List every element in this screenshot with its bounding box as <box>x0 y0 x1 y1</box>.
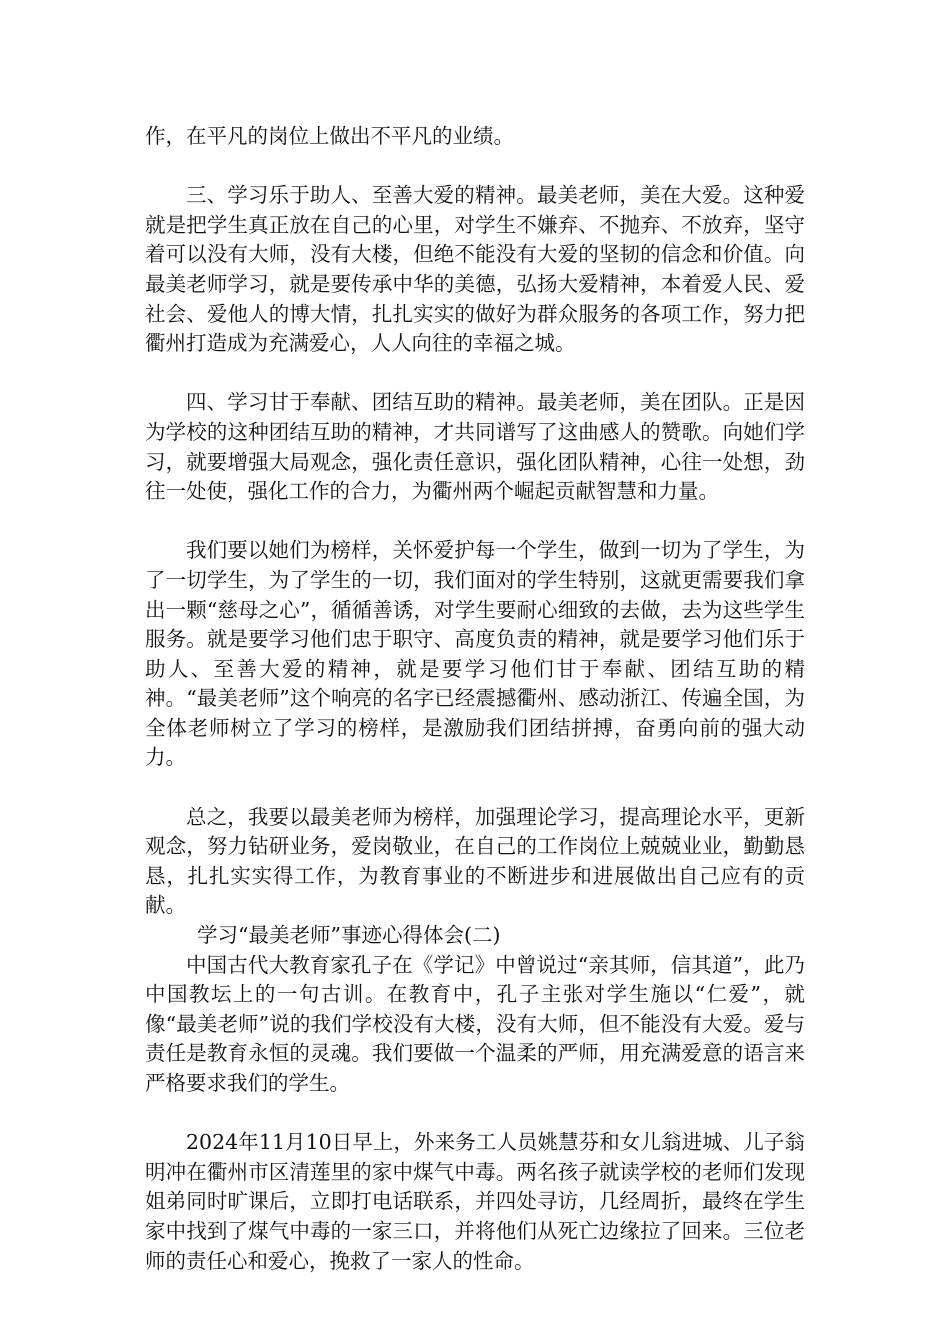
paragraph-section-three: 三、学习乐于助人、至善大爱的精神。最美老师，美在大爱。这种爱就是把学生真正放在自己的心里，对学生不嫌弃、不抛弃、不放弃，坚守着可以没有大师，没有大楼，但绝不能没有大爱的坚韧的信念和价值。向最美老师学习，就是要传承中华的美德，弘扬大爱精神，本着爱人民、爱社会、爱他人的博大情，扎扎实实的做好为群众服务的各项工作，努力把衢州打造成为充满爱心，人人向往的幸福之城。 <box>145 183 805 356</box>
paragraph-role-model: 我们要以她们为榜样，关怀爱护每一个学生，做到一切为了学生，为了一切学生，为了学生的一切，我们面对的学生特别，这就更需要我们拿出一颗“慈母之心”，循循善诱，对学生要耐心细致的去做，去为这些学生服务。就是要学习他们忠于职守、高度负责的精神，就是要学习他们乐于助人、至善大爱的精神，就是要学习他们甘于奉献、团结互助的精神。“最美老师”这个响亮的名字已经震撼衢州、感动浙江、传遍全国，为全体老师树立了学习的榜样，是激励我们团结拼搏，奋勇向前的强大动力。 <box>145 538 805 770</box>
document-body <box>145 122 805 1276</box>
paragraph-story: 2024年11月10日早上，外来务工人员姚慧芬和女儿翁进城、儿子翁明冲在衢州市区清莲里的家中煤气中毒。两名孩子就读学校的老师们发现姐弟同时旷课后，立即打电话联系，并四处寻访，几经周折，最终在学生家中找到了煤气中毒的一家三口，并将他们从死亡边缘拉了回来。三位老师的责任心和爱心，挽救了一家人的性命。 <box>145 1130 805 1273</box>
paragraph-continuation: 作，在平凡的岗位上做出不平凡的业绩。 <box>145 124 514 148</box>
paragraph-conclusion: 总之，我要以最美老师为榜样，加强理论学习，提高理论水平，更新观念，努力钻研业务，爱岗敬业，在自己的工作岗位上兢兢业业，勤勤恳恳，扎扎实实得工作，为教育事业的不断进步和进展做出自己应有的贡献。 <box>145 804 805 918</box>
paragraph-section-four: 四、学习甘于奉献、团结互助的精神。最美老师，美在团队。正是因为学校的这种团结互助的精神，才共同谱写了这曲感人的赞歌。向她们学习，就要增强大局观念，强化责任意识，强化团队精神，心往一处想，劲往一处使，强化工作的合力，为衢州两个崛起贡献智慧和力量。 <box>145 390 805 504</box>
section-heading: 学习“最美老师”事迹心得体会(二) <box>197 923 501 948</box>
paragraph-confucius: 中国古代大教育家孔子在《学记》中曾说过“亲其师，信其道”，此乃中国教坛上的一句古训。在教育中，孔子主张对学生施以“仁爱”，就像“最美老师”说的我们学校没有大楼，没有大师，但不能没有大爱。爱与责任是教育永恒的灵魂。我们要做一个温柔的严师，用充满爱意的语言来严格要求我们的学生。 <box>145 952 805 1095</box>
